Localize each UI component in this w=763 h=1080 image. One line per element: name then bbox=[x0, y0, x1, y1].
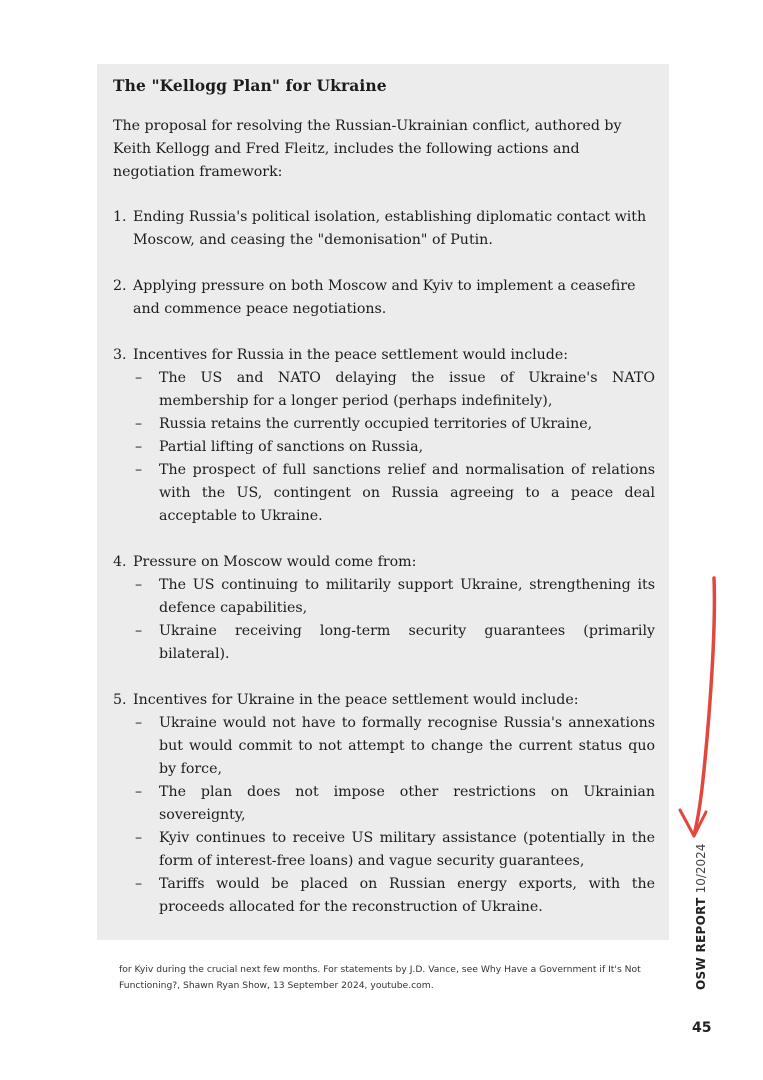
plan-item bbox=[113, 275, 655, 321]
red-arrow-annotation bbox=[660, 570, 730, 850]
dash-bullet: – bbox=[135, 439, 143, 455]
report-name: OSW REPORT bbox=[694, 897, 708, 990]
dash-bullet: – bbox=[135, 784, 143, 800]
dash-bullet: – bbox=[135, 830, 143, 846]
sub-item bbox=[133, 574, 655, 620]
sub-item-text: The US continuing to militarily support Ukraine, strengthening its defence capabilities, bbox=[159, 577, 655, 616]
item-text: Ending Russia's political isolation, establishing diplomatic contact with Moscow, and ceasing the "demonisation" of Putin. bbox=[133, 209, 647, 248]
report-date: 10/2024 bbox=[694, 843, 708, 894]
sub-item bbox=[133, 873, 655, 919]
dash-bullet: – bbox=[135, 715, 143, 731]
item-number: 2. bbox=[113, 278, 127, 294]
item-text: Applying pressure on both Moscow and Kyiv to implement a ceasefire and commence peace negotiations. bbox=[133, 278, 636, 317]
sub-item-text: The plan does not impose other restrictions on Ukrainian sovereignty, bbox=[159, 784, 655, 823]
report-sidebar-label bbox=[694, 844, 708, 990]
sub-item bbox=[133, 413, 655, 436]
sub-item-text: Tariffs would be placed on Russian energy exports, with the proceeds allocated for the reconstruction of Ukraine. bbox=[159, 876, 655, 915]
sub-item bbox=[133, 367, 655, 413]
dash-bullet: – bbox=[135, 623, 143, 639]
plan-item bbox=[113, 206, 655, 252]
sub-item bbox=[133, 459, 655, 528]
item-number: 5. bbox=[113, 692, 127, 708]
sub-item bbox=[133, 827, 655, 873]
item-text: Incentives for Ukraine in the peace settlement would include: bbox=[133, 692, 579, 708]
dash-bullet: – bbox=[135, 370, 143, 386]
sub-item bbox=[133, 436, 655, 459]
item-number: 3. bbox=[113, 347, 127, 363]
dash-bullet: – bbox=[135, 462, 143, 478]
sub-list bbox=[133, 574, 655, 666]
sub-item-text: The prospect of full sanctions relief and normalisation of relations with the US, contingent on Russia agreeing to a peace deal acceptable to Ukraine. bbox=[159, 462, 655, 524]
item-text: Pressure on Moscow would come from: bbox=[133, 554, 417, 570]
sub-item bbox=[133, 620, 655, 666]
footnote: for Kyiv during the crucial next few months. For statements by J.D. Vance, see Why Have a Government if It's Not Functioning?, Shawn Ryan Show, 13 September 2024, youtube.com. bbox=[119, 964, 641, 991]
box-intro: The proposal for resolving the Russian-Ukrainian conflict, authored by Keith Kellogg and Fred Fleitz, includes the following actions and negotiation framework: bbox=[113, 118, 622, 180]
sub-list bbox=[133, 367, 655, 528]
sub-item-text: Kyiv continues to receive US military assistance (potentially in the form of interest-free loans) and vague security guarantees, bbox=[159, 830, 655, 869]
sub-item bbox=[133, 712, 655, 781]
sub-item-text: Russia retains the currently occupied territories of Ukraine, bbox=[159, 416, 593, 432]
sub-item-text: Partial lifting of sanctions on Russia, bbox=[159, 439, 424, 455]
sub-list bbox=[133, 712, 655, 919]
dash-bullet: – bbox=[135, 416, 143, 432]
plan-item bbox=[113, 551, 655, 666]
sub-item-text: The US and NATO delaying the issue of Ukraine's NATO membership for a longer period (perhaps indefinitely), bbox=[159, 370, 655, 409]
plan-item bbox=[113, 689, 655, 919]
dash-bullet: – bbox=[135, 577, 143, 593]
item-number: 1. bbox=[113, 209, 127, 225]
plan-items-list bbox=[113, 206, 655, 919]
sub-item bbox=[133, 781, 655, 827]
sub-item-text: Ukraine receiving long-term security guarantees (primarily bilateral). bbox=[159, 623, 655, 662]
box-title: The "Kellogg Plan" for Ukraine bbox=[113, 76, 387, 95]
page-number: 45 bbox=[692, 1020, 712, 1036]
sub-item-text: Ukraine would not have to formally recognise Russia's annexations but would commit to not attempt to change the current status quo by force, bbox=[159, 715, 655, 777]
item-number: 4. bbox=[113, 554, 127, 570]
item-text: Incentives for Russia in the peace settlement would include: bbox=[133, 347, 569, 363]
dash-bullet: – bbox=[135, 876, 143, 892]
plan-item bbox=[113, 344, 655, 528]
kellogg-plan-box bbox=[97, 64, 669, 940]
